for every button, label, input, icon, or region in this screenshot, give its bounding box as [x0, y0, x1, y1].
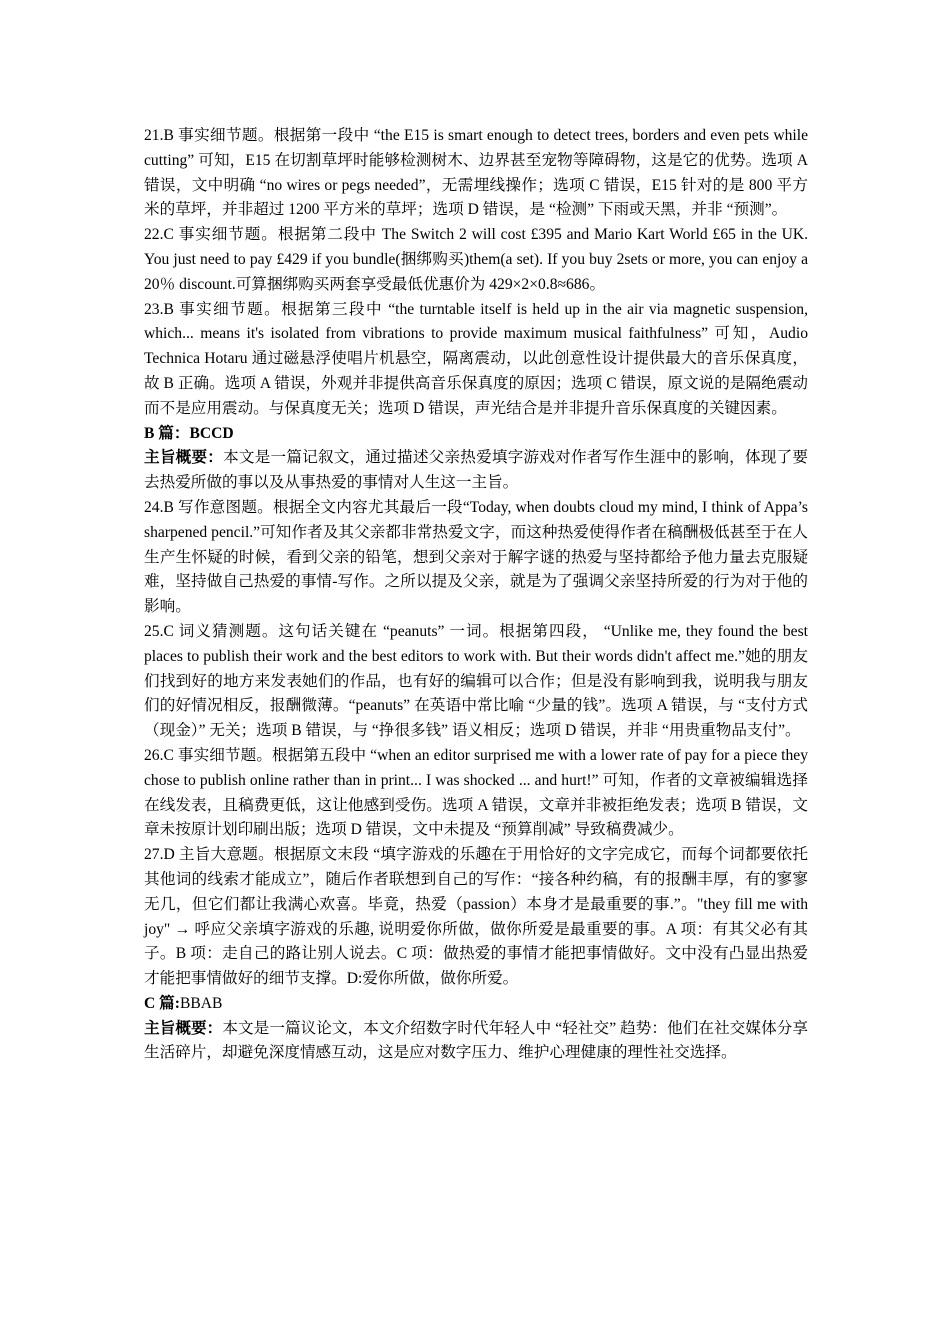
section-b-heading: B 篇：BCCD [144, 424, 234, 442]
section-c-heading-answers: BBAB [179, 994, 223, 1012]
answer-26-paragraph: 26.C 事实细节题。根据第五段中 “when an editor surprised me with a lower rate of pay for a piece they chose to publish online rather than in print... I was shocked ... and hurt!” 可知，作者的文章被编辑选择在线发表，且稿费更低，这让他感到受伤。选项 A 错误，文章并非被拒绝发表；选项 B 错误，文章未按原计划印刷出版；选项 D 错误，文中未提及 “预算削减” 导致稿费减少。 [144, 746, 808, 839]
document-page [144, 124, 808, 1066]
section-b-summary-text: 本文是一篇记叙文，通过描述父亲热爱填字游戏对作者写作生涯中的影响，体现了要去热爱所做的事以及从事热爱的事情对人生这一主旨。 [144, 449, 808, 492]
answer-27-paragraph: 27.D 主旨大意题。根据原文末段 “填字游戏的乐趣在于用恰好的文字完成它，而每个词都要依托其他词的线索才能成立”，随后作者联想到自己的写作：“接各种约稿，有的报酬丰厚，有的寥寥无几，但它们都让我满心欢喜。毕竟，热爱（passion）本身才是最重要的事.”。"they fill me with joy" → 呼应父亲填字游戏的乐趣, 说明爱你所做，做你所爱是最重要的事。A 项：有其父必有其子。B 项：走自己的路让别人说去。C 项：做热爱的事情才能把事情做好。文中没有凸显出热爱才能把事情做好的细节支撑。D:爱你所做，做你所爱。 [144, 846, 808, 988]
answer-22-paragraph: 22.C 事实细节题。根据第二段中 The Switch 2 will cost £395 and Mario Kart World £65 in the UK. You just need to pay £429 if you bundle(捆绑购买)them(a set). If you buy 2sets or more, you can enjoy a 20％ discount.可算捆绑购买两套享受最低优惠价为 429×2×0.8≈686。 [144, 226, 808, 293]
section-c-heading [144, 992, 808, 1017]
section-b-summary [144, 446, 808, 496]
section-c-heading-label: C 篇: [144, 994, 180, 1012]
answer-21-paragraph: 21.B 事实细节题。根据第一段中 “the E15 is smart enough to detect trees, borders and even pets while cutting” 可知，E15 在切割草坪时能够检测树木、边界甚至宠物等障碍物，这是它的优势。选项 A 错误，文中明确 “no wires or pegs needed”，无需埋线操作；选项 C 错误，E15 针对的是 800 平方米的草坪，并非超过 1200 平方米的草坪；选项 D 错误，是 “检测” 下雨或天黑，并非 “预测”。 [144, 127, 808, 219]
answer-25-paragraph: 25.C 词义猜测题。这句话关键在 “peanuts” 一词。根据第四段， “Unlike me, they found the best places to publish their work and the best editors to work with. But their words didn't affect me.”她的朋友们找到好的地方来发表她们的作品，也有好的编辑可以合作；但是没有影响到我，说明我与朋友们的好情况相反，报酬微薄。“peanuts” 在英语中常比喻 “少量的钱”。选项 A 错误，与 “支付方式（现金）” 无关；选项 B 错误，与 “挣很多钱” 语义相反；选项 D 错误，并非 “用贵重物品支付”。 [144, 622, 808, 740]
answer-24-paragraph: 24.B 写作意图题。根据全文内容尤其最后一段“Today, when doubts cloud my mind, I think of Appa’s sharpened pencil.”可知作者及其父亲都非常热爱文字，而这种热爱使得作者在稿酬极低甚至于在人生产生怀疑的时候，看到父亲的铅笔，想到父亲对于解字谜的热爱与坚持都给予他力量去克服疑难，坚持做自己热爱的事情-写作。之所以提及父亲，就是为了强调父亲坚持所爱的行为对于他的影响。 [144, 498, 808, 616]
section-c-summary-text: 本文是一篇议论文，本文介绍数字时代年轻人中 “轻社交” 趋势：他们在社交媒体分享生活碎片，却避免深度情感互动，这是应对数字压力、维护心理健康的理性社交选择。 [144, 1019, 808, 1062]
section-c-summary [144, 1017, 808, 1067]
section-c-summary-label: 主旨概要： [144, 1019, 223, 1037]
section-b-summary-label: 主旨概要： [144, 449, 224, 467]
answer-23-paragraph: 23.B 事实细节题。根据第三段中 “the turntable itself is held up in the air via magnetic suspension, which... means it's isolated from vibrations to provide maximum musical faithfulness” 可知，Audio Technica Hotaru 通过磁悬浮使唱片机悬空，隔离震动，以此创意性设计提供最大的音乐保真度，故 B 正确。选项 A 错误，外观并非提供高音乐保真度的原因；选项 C 错误，原文说的是隔绝震动而不是应用震动。与保真度无关；选项 D 错误，声光结合是并非提升音乐保真度的关键因素。 [144, 300, 808, 417]
